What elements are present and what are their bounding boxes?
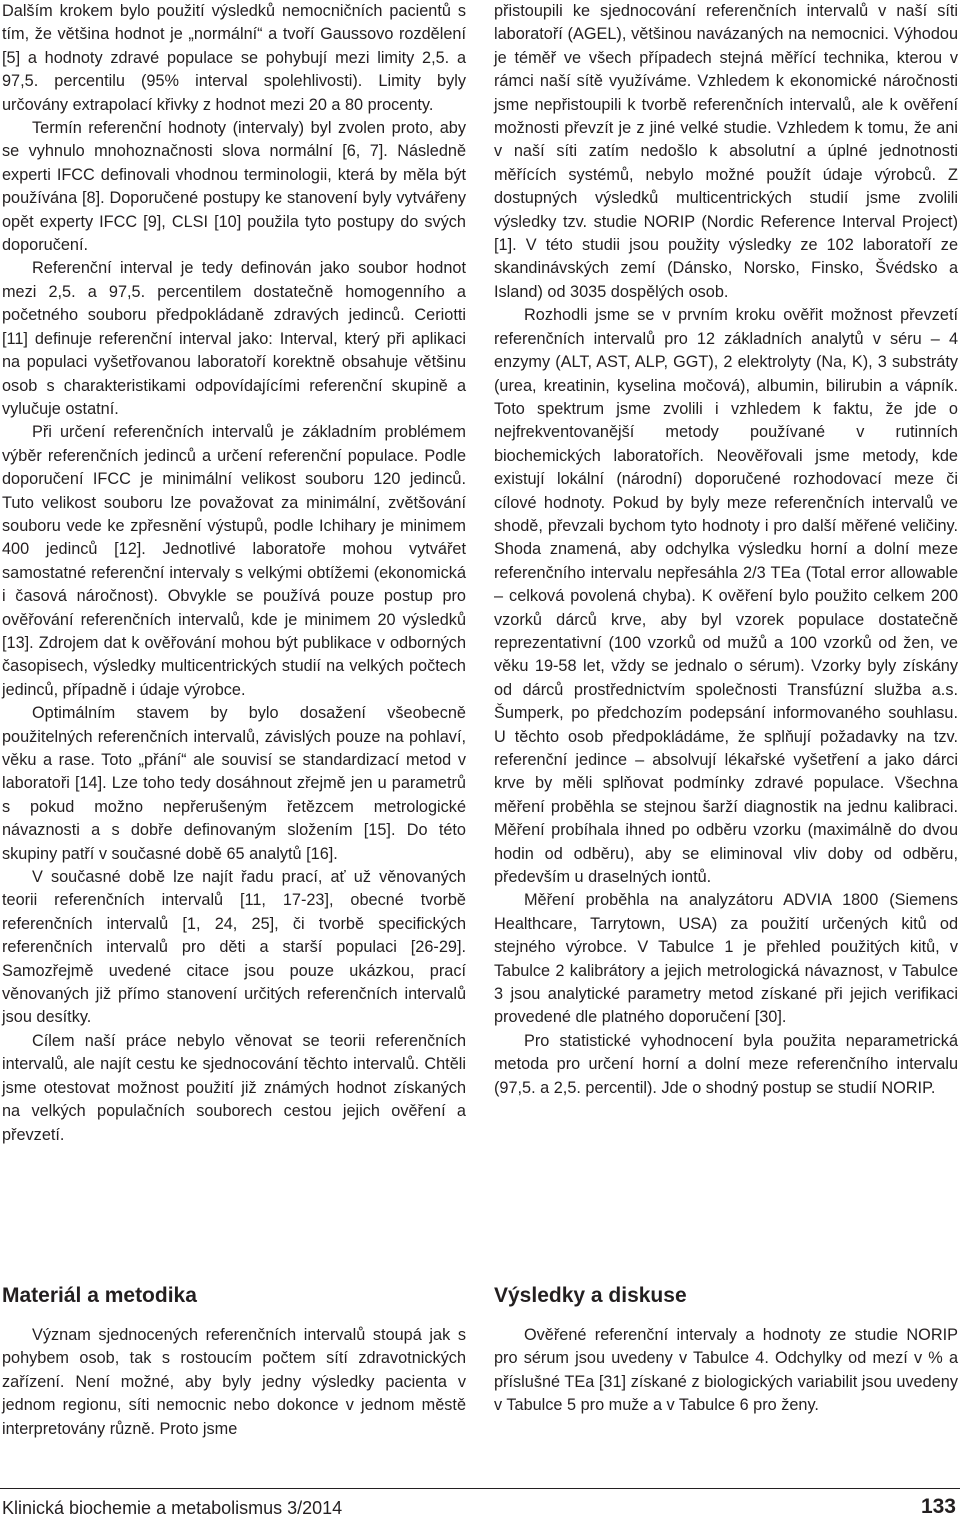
left-paragraph-6: V současné době lze najít řadu prací, ať už věnovaných teorii referenčních intervalů [11, 17-23], obecné tvorbě referenčních intervalů [1, 24, 25], či tvorbě specifických referenčních intervalů pro děti a starší populaci [26-29]. Samozřejmě uvedené citace jsou pouze ukázkou, prací věnovaných již přímo stanovení určitých referenčních intervalů jsou desítky. [2,868,466,1027]
left-paragraph-5: Optimálním stavem by bylo dosažení všeobecně použitelných referenčních intervalů, závislých pouze na pohlaví, věku a rase. Toto „přání“ ale souvisí se standardizací metod v laboratoři [14]. Lze toho tedy dosáhnout zřejmě jen u parametrů s pokud možno nepřerušeným řetězcem metrologické návaznosti a s dobře definovaným složením [15]. Do této skupiny patří v současné době 65 analytů [16]. [2,704,466,863]
right-paragraph-3: Měření proběhla na analyzátoru ADVIA 1800 (Siemens Healthcare, Tarrytown, USA) za použití určených kitů od stejného výrobce. V Tabulce 1 je přehled použitých kitů, v Tabulce 2 kalibrátory a jejich metrologická návaznost, v Tabulce 3 jsou analytické parametry metod získané při jejich verifikaci provedené dle platného doporučení [30]. [494,891,958,1027]
left-paragraph-2: Termín referenční hodnoty (intervaly) byl zvolen proto, aby se vyhnulo mnohoznačnosti slova normální [6, 7]. Následně experti IFCC definovali vhodnou terminologii, která by měla být používána [8]. Doporučené postupy ke stanovení byly vytvářeny opět experty IFCC [9], CLSI [10] použila tyto postupy do svých doporučení. [2,119,466,255]
results-heading: Výsledky a diskuse [494,1284,687,1307]
methods-heading: Materiál a metodika [2,1284,197,1307]
left-paragraph-1: Dalším krokem bylo použití výsledků nemocničních pacientů s tím, že většina hodnot je „normální“ a tvoří Gaussovo rozdělení [5] a hodnoty zdravé populace se pohybují mezi limity 2,5. a 97,5. percentilu (95% interval spolehlivosti). Limity byly určovány extrapolací křivky z hodnot mezi 20 a 80 procenty. [2,2,466,114]
methods-section [2,1282,466,1441]
right-column [494,0,958,1100]
left-paragraph-7: Cílem naší práce nebylo věnovat se teorii referenčních intervalů, ale najít cestu ke sjednocování těchto intervalů. Chtěli jsme otestovat možnost použití již známých hodnot získaných na velkých populačních souborech cestou jejich ověření a převzetí. [2,1031,466,1144]
results-paragraph: Ověřené referenční intervaly a hodnoty ze studie NORIP pro sérum jsou uvedeny v Tabulce 4. Odchylky od mezí v % a příslušné TEa [31] získané z biologických variabilit jsou uvedeny v Tabulce 5 pro muže a v Tabulce 6 pro ženy. [494,1326,958,1415]
right-paragraph-4: Pro statistické vyhodnocení byla použita neparametrická metoda pro určení horní a dolní meze referenčního intervalu (97,5. a 2,5. percentil). Jde o shodný postup se studií NORIP. [494,1031,958,1097]
methods-paragraph: Význam sjednocených referenčních intervalů stoupá jak s pohybem osob, tak s rostoucím počtem sítí zdravotnických zařízení. Není možné, aby byly jedny výsledky pacienta v jednom regionu, síti nemocnic nebo dokonce v jednom městě interpretovány různě. Proto jsme [2,1326,466,1438]
footer-divider [0,1488,960,1489]
left-paragraph-3: Referenční interval je tedy definován jako soubor hodnot mezi 2,5. a 97,5. percentilem dostatečně homogenního a početného souboru předpokládaně zdravých jedinců. Ceriotti [11] definuje referenční interval jako: Interval, který při aplikaci na populaci vyšetřovanou laboratoří korektně obsahuje většinu osob s charakteristikami odpovídajícími referenční skupině a vylučuje ostatní. [2,259,466,418]
left-paragraph-4: Při určení referenčních intervalů je základním problémem výběr referenčních jedinců a určení referenční populace. Podle doporučení IFCC je minimální velikost souboru 120 jedinců. Tuto velikost souboru lze považovat za minimální, zvětšování souboru vede ke zpřesnění výstupů, podle Ichihary je minimem 400 jedinců [12]. Jednotlivé laboratoře mohou vytvářet samostatné referenční intervaly s velkými obtížemi (ekonomická i časová náročnost). Obvykle se používá pouze postup pro ověřování referenčních intervalů, kde je minimem 20 výsledků [13]. Zdrojem dat k ověřování mohou být publikace v odborných časopisech, výsledky multicentrických studií na velkých počtech jedinců, případně i údaje výrobce. [2,423,466,699]
page-number: 133 [920,1495,956,1518]
right-paragraph-1: přistoupili ke sjednocování referenčních intervalů v naší síti laboratoří (AGEL), většinou navázaných na nemocnici. Výhodou je téměř ve všech případech stejná měřící technika, kterou v rámci naší sítě využíváme. Vzhledem k ekonomické náročnosti jsme nepřistoupili k tvorbě referenčních intervalů, ale k ověření možnosti převzít je z jiné velké studie. Vzhledem k tomu, že ani v naší síti zatím nedošlo k absolutní a úplné jednotnosti měřících systémů, nebylo možné použít údaje výrobců. Z dostupných výsledků multicentrických studií jsme zvolili výsledky tzv. studie NORIP (Nordic Reference Interval Project) [1]. V této studii jsou použity výsledky ze 102 laboratoří ze skandinávských zemí (Dánsko, Norsko, Finsko, Švédsko a Island) od 3035 dospělých osob. [494,2,958,301]
results-section [494,1282,958,1418]
right-paragraph-2: Rozhodli jsme se v prvním kroku ověřit možnost převzetí referenčních intervalů pro 12 základních analytů v séru – 4 enzymy (ALT, AST, ALP, GGT), 2 elektrolyty (Na, K), 3 substráty (urea, kreatinin, kyselina močová), albumin, bilirubin a vápník. Toto spektrum jsme zvolili i vzhledem k faktu, že jde o nejfrekventovanější metody používané v rutinních biochemických laboratořích. Neověřovali jsme metody, kde existují lokální (národní) doporučené rozhodovací meze či cílové hodnoty. Pokud by byly meze referenčních intervalů ve shodě, převzali bychom tyto hodnoty i pro další měřené veličiny. Shoda znamená, aby odchylka výsledku horní a dolní meze referenčního intervalu nepřesáhla 2/3 TEa (Total error allowable – celková povolená chyba). K ověření bylo použito celkem 200 vzorků dárců krve, aby byl vzorek populace dostatečně reprezentativní (100 vzorků od mužů a 100 vzorků od žen, ve věku 19-58 let, vždy se jednalo o sérum). Vzorky byly získány od dárců prostřednictvím společnosti Transfúzní služba a.s. Šumperk, po předchozím podepsání informovaného souhlasu. U těchto osob předpokládáme, že splňují požadavky na tzv. referenční jedince – absolvují lékařské vyšetření a jako dárci krve by měli splňovat podmínky zdravé populace. Všechna měření proběhla se stejnou šarží diagnostik na jednu kalibraci. Měření probíhala ihned po odběru vzorku (maximálně do dvou hodin od odběru), aby se eliminoval vliv doby od odběru, především u draselných iontů. [494,306,958,887]
journal-name: Klinická biochemie a metabolismus 3/2014 [2,1498,343,1518]
left-column [2,0,466,1147]
